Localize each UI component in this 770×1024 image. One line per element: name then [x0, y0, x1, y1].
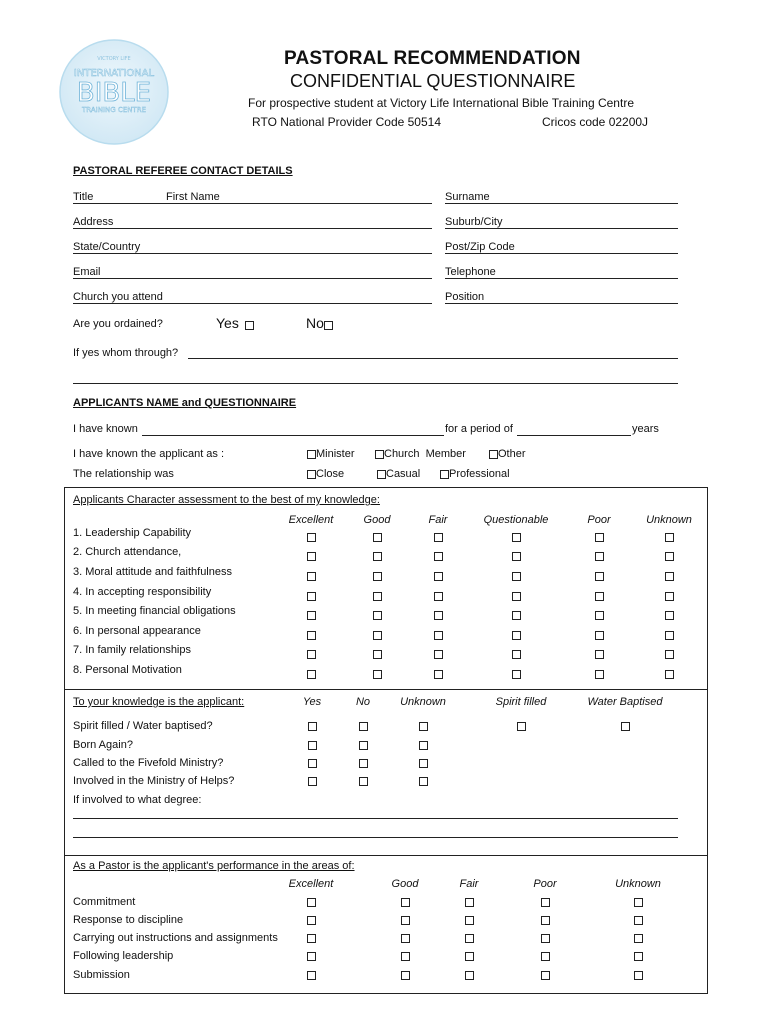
- email-label: Email: [73, 266, 101, 278]
- character-checkbox-unknown[interactable]: [665, 631, 674, 640]
- character-checkbox-good[interactable]: [373, 572, 382, 581]
- known-label: I have known: [73, 423, 138, 435]
- email-field[interactable]: [73, 278, 432, 279]
- performance-checkbox-fair[interactable]: [465, 952, 474, 961]
- character-checkbox-unknown[interactable]: [665, 670, 674, 679]
- character-col-fair: Fair: [428, 514, 448, 526]
- character-row-label: 3. Moral attitude and faithfulness: [73, 566, 232, 578]
- suburb-label: Suburb/City: [445, 216, 503, 228]
- character-checkbox-excellent[interactable]: [307, 572, 316, 581]
- character-checkbox-questionable[interactable]: [512, 552, 521, 561]
- character-row-label: 7. In family relationships: [73, 644, 191, 656]
- known-as-other-checkbox[interactable]: [489, 450, 498, 459]
- character-checkbox-unknown[interactable]: [665, 533, 674, 542]
- performance-checkbox-poor[interactable]: [541, 898, 550, 907]
- knowledge-checkbox-no[interactable]: [359, 741, 368, 750]
- knowledge-checkbox-yes[interactable]: [308, 759, 317, 768]
- ordained-no-checkbox[interactable]: [324, 321, 333, 330]
- performance-checkbox-fair[interactable]: [465, 971, 474, 980]
- knowledge-heading: To your knowledge is the applicant:: [73, 696, 245, 708]
- divider-2: [64, 855, 707, 856]
- performance-checkbox-good[interactable]: [401, 952, 410, 961]
- character-checkbox-fair[interactable]: [434, 611, 443, 620]
- performance-checkbox-poor[interactable]: [541, 934, 550, 943]
- knowledge-checkbox-water-baptised[interactable]: [621, 722, 630, 731]
- character-checkbox-unknown[interactable]: [665, 650, 674, 659]
- character-checkbox-unknown[interactable]: [665, 572, 674, 581]
- knowledge-row-label: Born Again?: [73, 739, 133, 751]
- character-checkbox-poor[interactable]: [595, 650, 604, 659]
- character-checkbox-good[interactable]: [373, 670, 382, 679]
- known-name-field[interactable]: [142, 435, 444, 436]
- knowledge-col-water-baptised: Water Baptised: [587, 696, 663, 708]
- performance-checkbox-fair[interactable]: [465, 916, 474, 925]
- performance-row-label: Following leadership: [73, 950, 174, 962]
- known-as-member-label: Church Member: [384, 448, 466, 460]
- character-checkbox-poor[interactable]: [595, 572, 604, 581]
- performance-checkbox-good[interactable]: [401, 916, 410, 925]
- character-row-label: 2. Church attendance,: [73, 546, 182, 558]
- logo-line3: TRAINING CENTRE: [81, 106, 147, 114]
- relationship-close-label: Close: [316, 468, 345, 480]
- character-checkbox-questionable[interactable]: [512, 631, 521, 640]
- state-label: State/Country: [73, 241, 141, 253]
- performance-checkbox-fair[interactable]: [465, 898, 474, 907]
- document-title: PASTORAL RECOMMENDATION: [284, 48, 581, 69]
- knowledge-checkbox-no[interactable]: [359, 722, 368, 731]
- character-checkbox-unknown[interactable]: [665, 592, 674, 601]
- logo-line1: INTERNATIONAL: [73, 68, 155, 79]
- knowledge-row-label: Called to the Fivefold Ministry?: [73, 757, 224, 769]
- ordained-no-label: No: [306, 315, 324, 331]
- character-checkbox-fair[interactable]: [434, 670, 443, 679]
- whom-field-line2[interactable]: [73, 383, 678, 384]
- telephone-label: Telephone: [445, 266, 496, 278]
- character-checkbox-poor[interactable]: [595, 670, 604, 679]
- performance-checkbox-poor[interactable]: [541, 952, 550, 961]
- character-checkbox-excellent[interactable]: [307, 650, 316, 659]
- knowledge-checkbox-unknown[interactable]: [419, 722, 428, 731]
- applicant-heading: APPLICANTS NAME and QUESTIONNAIRE: [73, 397, 297, 409]
- character-checkbox-poor[interactable]: [595, 552, 604, 561]
- performance-checkbox-excellent[interactable]: [307, 916, 316, 925]
- rto-code: RTO National Provider Code 50514: [252, 115, 441, 129]
- performance-checkbox-fair[interactable]: [465, 934, 474, 943]
- character-checkbox-questionable[interactable]: [512, 650, 521, 659]
- church-field[interactable]: [73, 303, 432, 304]
- character-checkbox-excellent[interactable]: [307, 611, 316, 620]
- character-row-label: 4. In accepting responsibility: [73, 586, 212, 598]
- performance-checkbox-good[interactable]: [401, 898, 410, 907]
- knowledge-row-label: Involved in the Ministry of Helps?: [73, 775, 235, 787]
- knowledge-checkbox-yes[interactable]: [308, 741, 317, 750]
- ordained-label: Are you ordained?: [73, 318, 163, 330]
- relationship-professional-label: Professional: [449, 468, 510, 480]
- telephone-field[interactable]: [445, 278, 678, 279]
- church-label: Church you attend: [73, 291, 163, 303]
- period-field[interactable]: [517, 435, 631, 436]
- knowledge-col-spirit-filled: Spirit filled: [495, 696, 547, 708]
- performance-col-excellent: Excellent: [288, 878, 334, 890]
- address-label: Address: [73, 216, 114, 228]
- knowledge-col-yes: Yes: [302, 696, 322, 708]
- ordained-yes-checkbox[interactable]: [245, 321, 254, 330]
- degree-field-line2[interactable]: [73, 837, 678, 838]
- character-checkbox-good[interactable]: [373, 592, 382, 601]
- character-checkbox-excellent[interactable]: [307, 552, 316, 561]
- character-checkbox-fair[interactable]: [434, 592, 443, 601]
- character-checkbox-unknown[interactable]: [665, 552, 674, 561]
- first-name-label: First Name: [166, 191, 220, 203]
- character-col-excellent: Excellent: [288, 514, 334, 526]
- performance-checkbox-unknown[interactable]: [634, 916, 643, 925]
- state-field[interactable]: [73, 253, 432, 254]
- performance-row-label: Submission: [73, 969, 130, 981]
- knowledge-checkbox-yes[interactable]: [308, 722, 317, 731]
- known-as-minister-label: Minister: [316, 448, 355, 460]
- character-checkbox-questionable[interactable]: [512, 592, 521, 601]
- known-as-minister-checkbox[interactable]: [307, 450, 316, 459]
- character-row-label: 6. In personal appearance: [73, 625, 201, 637]
- knowledge-col-unknown: Unknown: [400, 696, 446, 708]
- performance-row-label: Carrying out instructions and assignments: [73, 932, 278, 944]
- period-label: for a period of: [445, 423, 513, 435]
- document-subtitle: CONFIDENTIAL QUESTIONNAIRE: [290, 71, 576, 91]
- character-checkbox-good[interactable]: [373, 611, 382, 620]
- character-checkbox-questionable[interactable]: [512, 572, 521, 581]
- character-checkbox-good[interactable]: [373, 552, 382, 561]
- position-label: Position: [445, 291, 485, 303]
- performance-row-label: Commitment: [73, 896, 136, 908]
- knowledge-checkbox-unknown[interactable]: [419, 777, 428, 786]
- character-col-poor: Poor: [587, 514, 611, 526]
- character-heading: Applicants Character assessment to the best of my knowledge:: [73, 494, 380, 506]
- degree-field-line1[interactable]: [73, 818, 678, 819]
- character-col-good: Good: [363, 514, 391, 526]
- character-checkbox-unknown[interactable]: [665, 611, 674, 620]
- character-checkbox-fair[interactable]: [434, 650, 443, 659]
- knowledge-checkbox-no[interactable]: [359, 759, 368, 768]
- character-checkbox-poor[interactable]: [595, 631, 604, 640]
- knowledge-col-no: No: [355, 696, 371, 708]
- character-checkbox-excellent[interactable]: [307, 592, 316, 601]
- years-label: years: [632, 423, 659, 435]
- knowledge-checkbox-unknown[interactable]: [419, 759, 428, 768]
- performance-checkbox-unknown[interactable]: [634, 952, 643, 961]
- character-checkbox-excellent[interactable]: [307, 631, 316, 640]
- character-checkbox-poor[interactable]: [595, 533, 604, 542]
- logo-top-text: VICTORY LIFE: [97, 56, 131, 62]
- known-as-member-checkbox[interactable]: [375, 450, 384, 459]
- performance-checkbox-good[interactable]: [401, 971, 410, 980]
- character-row-label: 1. Leadership Capability: [73, 527, 192, 539]
- performance-heading: As a Pastor is the applicant's performance in the areas of:: [73, 860, 355, 872]
- performance-checkbox-excellent[interactable]: [307, 952, 316, 961]
- character-checkbox-questionable[interactable]: [512, 670, 521, 679]
- performance-checkbox-excellent[interactable]: [307, 971, 316, 980]
- position-field[interactable]: [445, 303, 678, 304]
- character-checkbox-good[interactable]: [373, 650, 382, 659]
- relationship-professional-checkbox[interactable]: [440, 470, 449, 479]
- cricos-code: Cricos code 02200J: [542, 115, 649, 129]
- address-field[interactable]: [73, 228, 432, 229]
- knowledge-checkbox-spirit-filled[interactable]: [517, 722, 526, 731]
- whom-field[interactable]: [188, 358, 678, 359]
- knowledge-checkbox-yes[interactable]: [308, 777, 317, 786]
- postcode-field[interactable]: [445, 253, 678, 254]
- performance-checkbox-good[interactable]: [401, 934, 410, 943]
- performance-checkbox-excellent[interactable]: [307, 934, 316, 943]
- character-checkbox-good[interactable]: [373, 533, 382, 542]
- character-checkbox-questionable[interactable]: [512, 611, 521, 620]
- relationship-casual-checkbox[interactable]: [377, 470, 386, 479]
- relationship-casual-label: Casual: [386, 468, 421, 480]
- performance-col-good: Good: [391, 878, 419, 890]
- character-checkbox-excellent[interactable]: [307, 670, 316, 679]
- ordained-yes-label: Yes: [216, 315, 239, 331]
- degree-label: If involved to what degree:: [73, 794, 202, 806]
- logo-line2: BIBLE: [76, 78, 152, 108]
- referee-heading: PASTORAL REFEREE CONTACT DETAILS: [73, 165, 293, 177]
- character-checkbox-fair[interactable]: [434, 533, 443, 542]
- whom-label: If yes whom through?: [73, 347, 179, 359]
- bible-college-logo: [58, 38, 170, 146]
- character-row-label: 5. In meeting financial obligations: [73, 605, 236, 617]
- character-checkbox-good[interactable]: [373, 631, 382, 640]
- character-col-unknown: Unknown: [646, 514, 692, 526]
- performance-checkbox-poor[interactable]: [541, 916, 550, 925]
- character-checkbox-poor[interactable]: [595, 611, 604, 620]
- known-as-other-label: Other: [498, 448, 526, 460]
- performance-col-fair: Fair: [459, 878, 479, 890]
- surname-label: Surname: [445, 191, 490, 203]
- title-firstname-field[interactable]: [73, 203, 432, 204]
- knowledge-checkbox-unknown[interactable]: [419, 741, 428, 750]
- title-label: Title: [73, 191, 94, 203]
- performance-checkbox-unknown[interactable]: [634, 971, 643, 980]
- suburb-field[interactable]: [445, 228, 678, 229]
- performance-checkbox-excellent[interactable]: [307, 898, 316, 907]
- character-checkbox-excellent[interactable]: [307, 533, 316, 542]
- performance-row-label: Response to discipline: [73, 914, 184, 926]
- relationship-close-checkbox[interactable]: [307, 470, 316, 479]
- character-checkbox-fair[interactable]: [434, 631, 443, 640]
- character-row-label: 8. Personal Motivation: [73, 664, 182, 676]
- known-as-label: I have known the applicant as :: [73, 448, 225, 460]
- character-checkbox-fair[interactable]: [434, 572, 443, 581]
- performance-col-unknown: Unknown: [615, 878, 661, 890]
- character-col-questionable: Questionable: [483, 514, 549, 526]
- performance-checkbox-unknown[interactable]: [634, 898, 643, 907]
- relationship-label: The relationship was: [73, 468, 174, 480]
- performance-col-poor: Poor: [533, 878, 557, 890]
- performance-checkbox-poor[interactable]: [541, 971, 550, 980]
- knowledge-row-label: Spirit filled / Water baptised?: [73, 720, 213, 732]
- character-checkbox-poor[interactable]: [595, 592, 604, 601]
- character-checkbox-questionable[interactable]: [512, 533, 521, 542]
- character-checkbox-fair[interactable]: [434, 552, 443, 561]
- header-line: For prospective student at Victory Life International Bible Training Centre: [248, 96, 634, 110]
- knowledge-checkbox-no[interactable]: [359, 777, 368, 786]
- performance-checkbox-unknown[interactable]: [634, 934, 643, 943]
- divider-1: [64, 689, 707, 690]
- postcode-label: Post/Zip Code: [445, 241, 515, 253]
- surname-field[interactable]: [445, 203, 678, 204]
